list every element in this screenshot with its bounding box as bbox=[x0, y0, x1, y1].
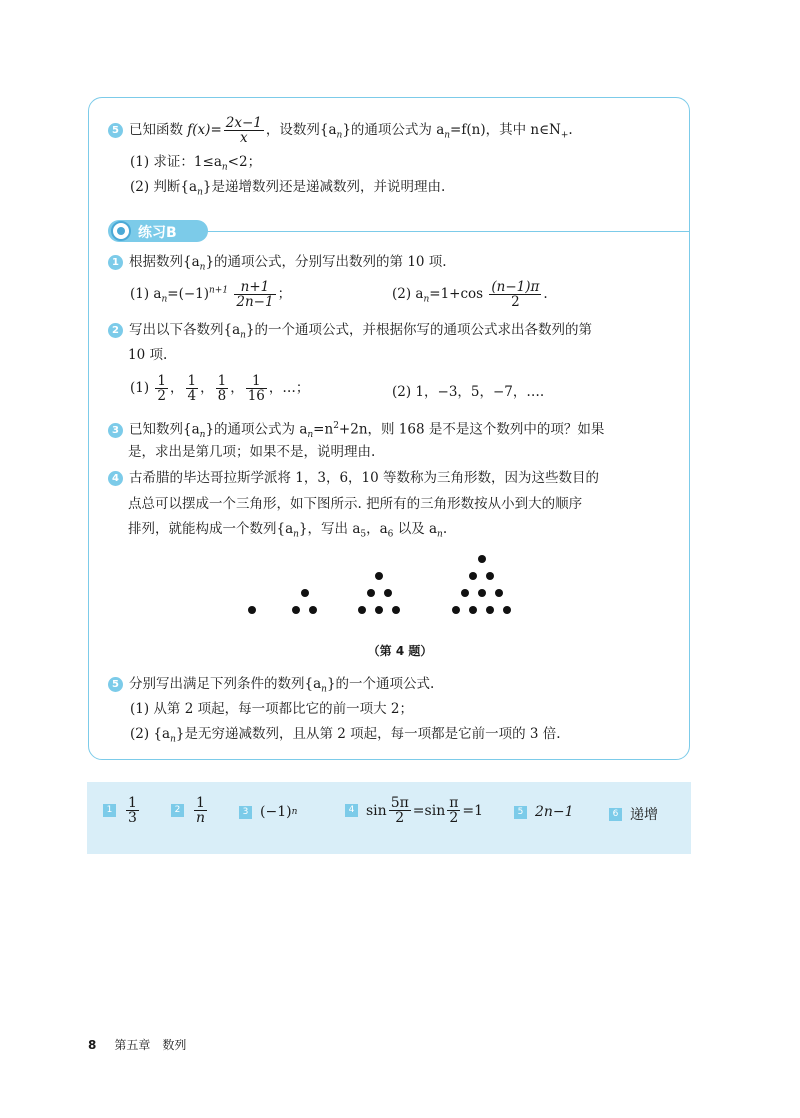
page-number: 8 bbox=[88, 1038, 97, 1052]
fraction: $\frac{1}{2}$ bbox=[157, 373, 167, 404]
triangle-dot bbox=[486, 606, 494, 614]
question-number-badge: 3 bbox=[108, 423, 123, 438]
q2-text-cont: 10 项. bbox=[128, 347, 168, 363]
q2-text: 2 写出以下各数列$\{a_n\}$的一个通项公式，并根据你写的通项公式求出各数列的第 bbox=[108, 321, 592, 345]
triangle-dot bbox=[392, 606, 400, 614]
section-header bbox=[108, 218, 689, 244]
q4-line1: 4 古希腊的毕达哥拉斯学派将 1，3，6，10 等数称为三角形数，因为这些数目的 bbox=[108, 469, 599, 487]
question-number-badge: 2 bbox=[108, 323, 123, 338]
answer-number: 2 bbox=[171, 804, 184, 817]
answer-5: 5 2n−1 bbox=[514, 804, 574, 820]
q1-text: 1 根据数列$\{a_n\}$的通项公式，分别写出数列的第 10 项. bbox=[108, 253, 447, 277]
triangle-dot bbox=[367, 589, 375, 597]
q5-part1: (1) 从第 2 项起，每一项都比它的前一项大 2； bbox=[130, 701, 413, 717]
top-exercise-part2: (2) 判断$\{a_n\}$是递增数列还是递减数列，并说明理由. bbox=[130, 179, 446, 198]
question-number-badge: 5 bbox=[108, 677, 123, 692]
page-footer bbox=[88, 1036, 186, 1053]
fraction: $\frac{1}{8}$ bbox=[217, 373, 227, 404]
answer-6: 6 递增 bbox=[609, 804, 658, 824]
fraction: $\frac{(n-1)\pi}{2}$ bbox=[491, 279, 540, 310]
globe-icon bbox=[111, 221, 131, 241]
triangle-dot bbox=[478, 555, 486, 563]
exercise-number-badge: 5 bbox=[108, 123, 123, 138]
top-exercise-part1: (1) 求证：$1\le a_n<2$； bbox=[130, 154, 262, 173]
triangle-dot bbox=[248, 606, 256, 614]
answer-number: 6 bbox=[609, 808, 622, 821]
q2-part2: (2) 1，−3，5，−7，…. bbox=[392, 384, 545, 400]
divider bbox=[204, 231, 689, 232]
fraction: $\frac{2x-1}{x}$ bbox=[225, 115, 262, 146]
answer-number: 1 bbox=[103, 804, 116, 817]
triangle-dot bbox=[478, 589, 486, 597]
triangle-dot bbox=[461, 589, 469, 597]
top-exercise-line1: 5 已知函数 f(x)= $\frac{2x-1}{x}$ ，设数列$\{a_n\}$的通项公式为 $a_n=f(n)$，其中 $n\in N_+$. bbox=[108, 116, 573, 145]
answer-number: 3 bbox=[239, 806, 252, 819]
q2-part1: (1) $\frac{1}{2}$ ， $\frac{1}{4}$ ， $\frac{1}{8}$ ， $\frac{1}{16}$ ，…； bbox=[130, 373, 310, 404]
triangular-dots-figure bbox=[240, 550, 540, 620]
triangle-dot bbox=[486, 572, 494, 580]
answer-number: 5 bbox=[514, 806, 527, 819]
triangle-dot bbox=[301, 589, 309, 597]
answer-2: 2 $\frac{1}{n}$ bbox=[171, 796, 209, 825]
section-title: 练习B bbox=[138, 225, 177, 241]
answers-band bbox=[87, 782, 691, 854]
answer-1: 1 $\frac{1}{3}$ bbox=[103, 796, 141, 825]
chapter-title: 第五章 数列 bbox=[114, 1038, 187, 1052]
triangle-dot bbox=[358, 606, 366, 614]
triangle-dot bbox=[469, 606, 477, 614]
triangle-dot bbox=[469, 572, 477, 580]
answer-number: 4 bbox=[345, 804, 358, 817]
q4-line3: 排列，就能构成一个数列$\{a_n\}$，写出 $a_5$，$a_6$ 以及 $a_n$. bbox=[128, 521, 448, 540]
q3-text: 3 已知数列$\{a_n\}$的通项公式为 $a_n=n^2+2n$，则 168 是不是这个数列中的项？如果 bbox=[108, 417, 604, 444]
fraction: $\frac{n+1}{2n-1}$ bbox=[236, 279, 274, 310]
fraction: $\frac{1}{4}$ bbox=[187, 373, 197, 404]
triangle-dot bbox=[452, 606, 460, 614]
triangle-dot bbox=[384, 589, 392, 597]
answer-4: 4 sin $\frac{5\pi}{2}$ =sin $\frac{\pi}{2}$ =1 bbox=[345, 796, 483, 825]
q5-part2: (2) $\{a_n\}$是无穷递减数列，且从第 2 项起，每一项都是它前一项的 3 倍. bbox=[130, 726, 561, 745]
fraction: $\frac{1}{16}$ bbox=[247, 373, 265, 404]
q3-text-cont: 是，求出是第几项；如果不是，说明理由. bbox=[128, 444, 376, 460]
figure-caption: （第 4 题） bbox=[367, 644, 433, 658]
triangle-dot bbox=[375, 572, 383, 580]
question-number-badge: 1 bbox=[108, 255, 123, 270]
section-pill bbox=[108, 220, 208, 242]
q4-line2: 点总可以摆成一个三角形，如下图所示. 把所有的三角形数按从小到大的顺序 bbox=[128, 496, 583, 512]
q1-part1: (1) $a_n=(-1)^{n+1}$ $\frac{n+1}{2n-1}$ ； bbox=[130, 279, 292, 310]
q1-part2: (2) $a_n=1+\cos$ $\frac{(n-1)\pi}{2}$ . bbox=[392, 279, 548, 310]
triangle-dot bbox=[375, 606, 383, 614]
triangle-dot bbox=[495, 589, 503, 597]
triangle-dot bbox=[292, 606, 300, 614]
triangle-dot bbox=[309, 606, 317, 614]
triangle-dot bbox=[503, 606, 511, 614]
q5-text: 5 分别写出满足下列条件的数列$\{a_n\}$的一个通项公式. bbox=[108, 675, 434, 699]
answer-3: 3 (−1) n bbox=[239, 804, 297, 820]
question-number-badge: 4 bbox=[108, 471, 123, 486]
